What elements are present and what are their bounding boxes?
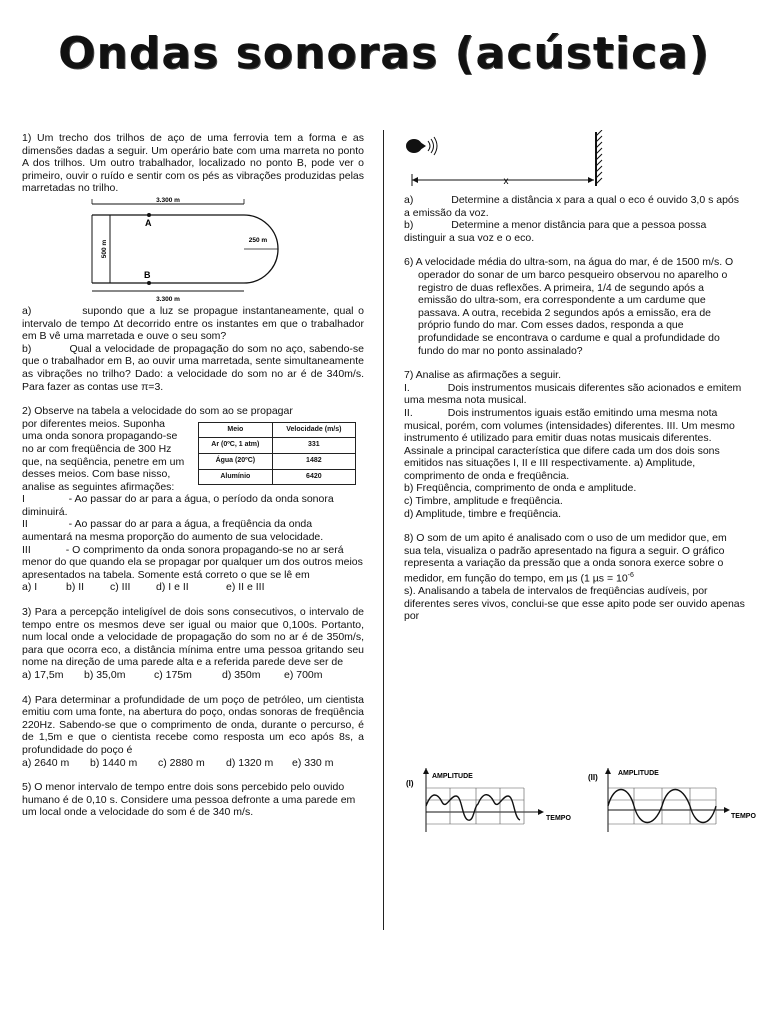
q1-fig-point-b: B	[144, 269, 151, 280]
q5-text: 5) O menor intervalo de tempo entre dois sons percebido pelo ouvido humano é de 0,10 s. Considere uma pessoa defronte a uma parede em um local onde a velocidade do som é de 340 m/s.	[22, 781, 356, 819]
q4-option-c: c) 2880 m	[158, 756, 205, 769]
q2-table-cell: Água (20ºC)	[199, 453, 273, 469]
q5-item-a: a) Determine a distância x para a qual o eco é ouvido 3,0 s após a emissão da voz.	[404, 194, 740, 219]
q2-velocity-table	[198, 422, 356, 485]
q1-track-figure	[22, 195, 364, 305]
q2-option-b: b) II	[66, 581, 85, 594]
q3-option-b: b) 35,0m	[84, 669, 126, 681]
q6-text: 6) A velocidade média do ultra-som, na água do mar, é de 1500 m/s. O operador do sonar de um barco pesqueiro observou no aparelho o registro de duas reflexões. A primeira, 1/4 de segundo após a emissão do ultra-som, era correspondente a um cardume que passava. A outra, recebida 2 segundos após a emissão, era de próprio fundo do mar. Com esses dados, responda a que profundidade se encontrava o cardume e qual a profundidade do fundo do mar no ponto assinalado?	[404, 256, 734, 357]
q3-text: 3) Para a percepção inteligível de dois sons consecutivos, o intervalo de tempo entre os mesmos deve ser igual ou maior que 0,100s. Portanto, num local onde a velocidade de propagação do som no ar é de 350m/s, para que ocorra eco, a distância mínima entre uma pessoa gritando seu nome na direção de uma parede alta e a referida parede deve ser de	[22, 606, 364, 669]
q8-text-main: 8) O som de um apito é analisado com o uso de um medidor que, em sua tela, visualiza o padrão apresentado na figura a seguir. O gráfico representa a variação da pressão que a onda sonora exerce sobre o medidor, em função do tempo, em µs (1 µs = 10	[404, 532, 727, 585]
q3-option-a: a) 17,5m	[22, 669, 64, 681]
q2-table-cell: Alumínio	[199, 469, 273, 485]
q8-graph-ii-y-label: AMPLITUDE	[618, 770, 659, 777]
q8-graph-i-label: (I)	[406, 779, 414, 788]
q4-option-a: a) 2640 m	[22, 756, 70, 769]
page-title: Ondas sonoras (acústica)	[58, 28, 710, 79]
q8-graph-ii-x-label: TEMPO	[731, 813, 756, 820]
q4-option-d: d) 1320 m	[226, 756, 274, 769]
q4-option-b: b) 1440 m	[90, 756, 138, 769]
q8-graph-i-x-label: TEMPO	[546, 815, 571, 822]
q8-graph-ii	[586, 766, 764, 836]
q8-graph-ii-label: (II)	[588, 773, 598, 782]
q7-intro: 7) Analise as afirmações a seguir.	[404, 369, 561, 382]
q2-intro-body: por diferentes meios. Suponha uma onda sonora propagando-se no ar com freqüência de 300 Hz que, na seqüência, penetre em um desses meios. Com base nisso, analise as seguintes afirmações:	[22, 417, 185, 493]
q3-option-d: d) 350m	[222, 669, 261, 681]
q7-statement-ii: II. Dois instrumentos iguais estão emitindo uma mesma nota musical, porém, com volumes (intensidades) diferentes. III. Um mesmo instrumento é utilizado para emitir duas notas musicais diferentes.	[404, 406, 735, 445]
wall-icon	[596, 130, 602, 186]
q8-exponent: -6	[627, 572, 634, 580]
q2-option-d: d) I e II	[156, 581, 189, 594]
q1-fig-bottom-label: 3.300 m	[156, 295, 180, 303]
q2-table-cell: 1482	[272, 453, 355, 469]
q3-option-c: c) 175m	[154, 669, 192, 681]
q2-intro-line: 2) Observe na tabela a velocidade do som ao se propagar	[22, 405, 293, 418]
q8-text-2: s). Analisando a tabela de intervalos de freqüências audíveis, por diferentes seres vivos, conclui-se que esse apito pode ser ouvido apenas por	[404, 585, 745, 623]
q5-echo-figure	[404, 130, 746, 194]
q2-table-cell: 331	[272, 438, 355, 454]
q8-text	[404, 532, 746, 585]
q5-fig-distance-label: x	[503, 176, 509, 187]
q1-fig-side-label: 500 m	[101, 239, 108, 259]
q2-option-a: a) I	[22, 581, 38, 594]
q1-fig-radius-label: 250 m	[248, 236, 268, 244]
right-column	[404, 130, 746, 623]
q1-item-a: a) supondo que a luz se propague instantaneamente, qual o intervalo de tempo Δt decorrido entre os instantes em que o trabalhador em B vê uma marretada e ouve o seu som?	[22, 304, 364, 343]
q4-options	[22, 757, 364, 770]
q2-table-header-velocity: Velocidade (m/s)	[272, 422, 355, 438]
q2-option-e: e) II e III	[226, 581, 265, 594]
q2-table-cell: Ar (0ºC, 1 atm)	[199, 438, 273, 454]
q2-option-c: c) III	[110, 581, 131, 594]
q7-statement-i: I. Dois instrumentos musicais diferentes são acionados e emitem uma mesma nota musical.	[404, 381, 742, 407]
q3-options	[22, 669, 364, 682]
q2-table-cell: 6420	[272, 469, 355, 485]
q1-text: 1) Um trecho dos trilhos de aço de uma ferrovia tem a forma e as dimensões dadas a seguir. Um operário bate com uma marreta no ponto A dos trilhos. Um outro trabalhador, localizado no ponto B, pode ver o primeiro, ouvir o ruído e sentir com os pés as vibrações produzidas pelas marretadas no trilho.	[22, 132, 364, 195]
q5-item-b: b) Determine a menor distância para que a pessoa possa distinguir a sua voz e o eco.	[404, 219, 707, 244]
person-shouting-icon	[406, 137, 437, 155]
q1-item-b: b) Qual a velocidade de propagação do som no aço, sabendo-se que o trabalhador em B, ao ouvir uma marretada, sente simultaneamente as vibrações no trilho? Dado: a velocidade do som no ar é de 340m/s. Para fazer as contas use π=3.	[22, 342, 364, 393]
q2-table-header-medium: Meio	[199, 422, 273, 438]
q2-statement-i: I - Ao passar do ar para a água, o período da onda sonora diminuirá.	[22, 493, 334, 518]
q2-options	[22, 581, 364, 594]
left-column	[22, 132, 364, 819]
q8-graph-i-y-label: AMPLITUDE	[432, 773, 473, 780]
q7-option-d: d) Amplitude, timbre e freqüência.	[404, 507, 561, 520]
q7-option-c: c) Timbre, amplitude e freqüência.	[404, 495, 563, 508]
q8-graph-i	[404, 766, 580, 836]
q1-fig-top-label: 3.300 m	[156, 196, 180, 204]
q3-option-e: e) 700m	[284, 669, 323, 681]
q2-statement-iii: III - O comprimento da onda sonora propagando-se no ar será menor do que quando ela se propagar por qualquer um dos outros meios apresentados na tabela. Somente está correto o que se lê em	[22, 543, 363, 581]
q4-option-e: e) 330 m	[292, 756, 334, 769]
q7-question: Assinale a principal característica que difere cada um dos dois sons emitidos nas situações I, II e III respectivamente. a) Amplitude, comprimento de onda e freqüência.	[404, 444, 720, 482]
q7-option-b: b) Freqüência, comprimento de onda e amplitude.	[404, 482, 637, 495]
column-divider	[383, 130, 384, 930]
q4-text: 4) Para determinar a profundidade de um poço de petróleo, um cientista emitiu com uma fonte, na abertura do poço, ondas sonoras de freqüência 220Hz. Sabendo-se que o comprimento de onda, durante o percurso, é de 1,5m e que o cientista recebe como resposta um eco após 8s, a profundidade do poço é	[22, 693, 364, 756]
q2-statement-ii: II - Ao passar do ar para a água, a freqüência da onda aumentará na mesma proporção do aumento de sua velocidade.	[22, 518, 324, 544]
q1-fig-point-a: A	[145, 217, 152, 228]
